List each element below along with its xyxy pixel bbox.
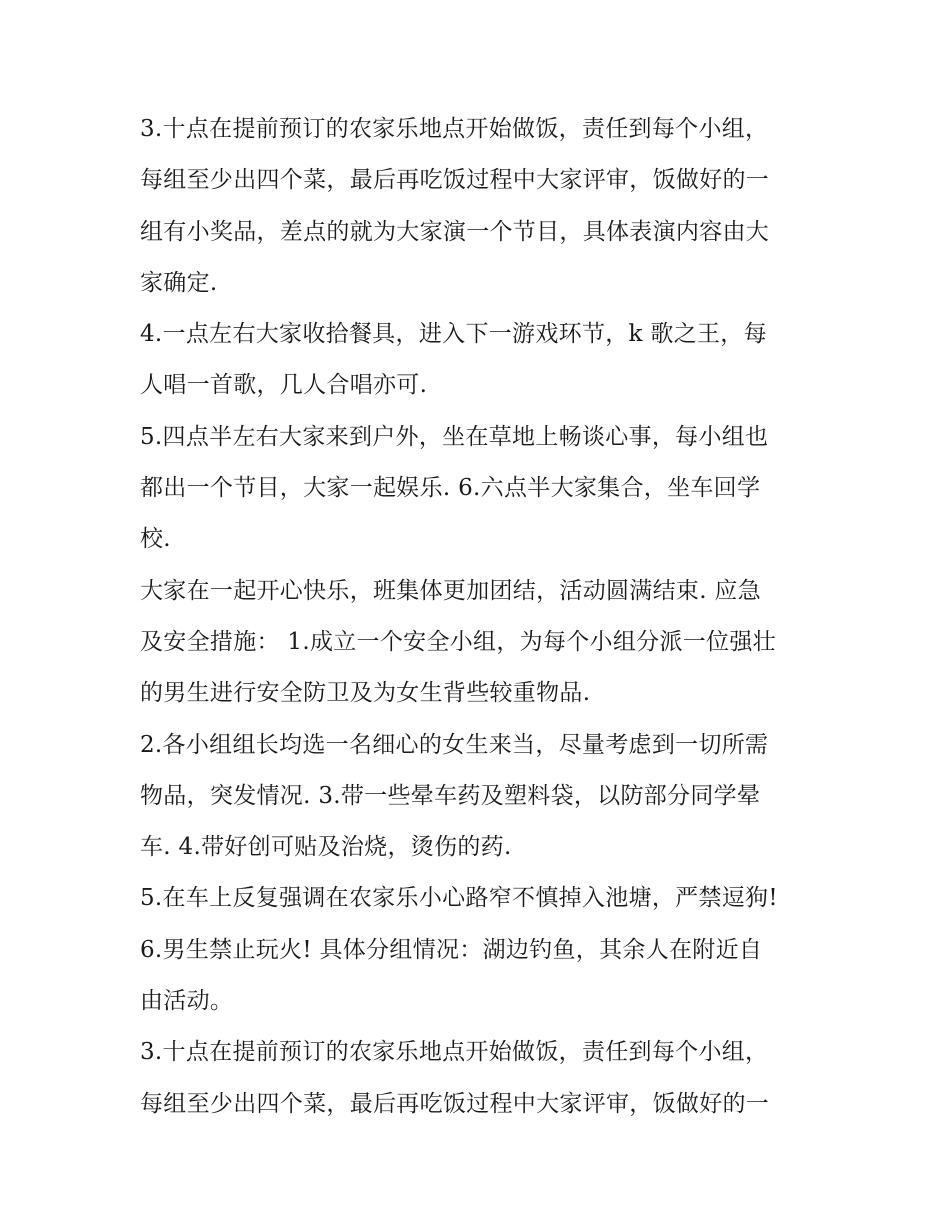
text-line: 3.十点在提前预订的农家乐地点开始做饭，责任到每个小组， [140,1039,769,1066]
text-line: 5.四点半左右大家来到户外，坐在草地上畅谈心事，每小组也 [140,423,769,450]
text-line: 3.十点在提前预订的农家乐地点开始做饭，责任到每个小组， [140,116,769,142]
document-body [140,104,820,1130]
text-line: 大家在一起开心快乐，班集体更加团结，活动圆满结束. 应急 [140,577,762,604]
text-line: 4.一点左右大家收拾餐具，进入下一游戏环节，k 歌之王，每 [140,321,767,348]
text-line: 物品，突发情况. 3.带一些晕车药及塑料袋，以防部分同学晕 [140,782,761,809]
text-line: 5.在车上反复强调在农家乐小心路窄不慎掉入池塘，严禁逗狗! [140,885,778,912]
text-line: 组有小奖品，差点的就为大家演一个节目，具体表演内容由大 [140,218,770,245]
text-line: 人唱一首歌，几人合唱亦可. [140,372,428,399]
text-line: 2.各小组组长均选一名细心的女生来当，尽量考虑到一切所需 [140,731,769,758]
text-line: 每组至少出四个菜，最后再吃饭过程中大家评审，饭做好的一 [140,167,770,194]
text-line: 都出一个节目，大家一起娱乐. 6.六点半大家集合，坐车回学 [140,475,761,502]
text-line: 家确定. [140,269,218,296]
text-line: 6.男生禁止玩火! 具体分组情况：湖边钓鱼，其余人在附近自 [140,936,763,963]
text-line: 由活动。 [140,988,234,1015]
text-line: 校. [140,526,171,553]
text-line: 每组至少出四个菜，最后再吃饭过程中大家评审，饭做好的一 [140,1090,770,1117]
text-line: 的男生进行安全防卫及为女生背些较重物品. [140,680,591,707]
text-line: 车. 4.带好创可贴及治烧，烫伤的药. [140,834,512,861]
text-line: 及安全措施： 1.成立一个安全小组，为每个小组分派一位强壮 [140,628,776,655]
